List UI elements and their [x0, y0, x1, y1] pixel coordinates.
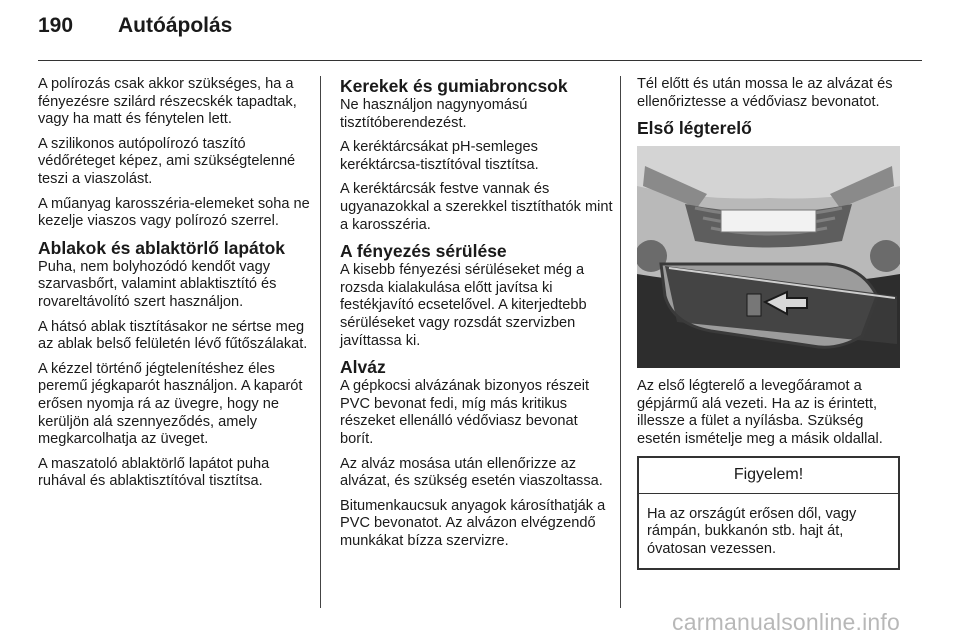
- paragraph-painted-wheels: A keréktárcsák festve vannak és ugyanazokkal a szerekkel tisztíthatók mint a karosszéria.: [340, 181, 613, 233]
- paragraph-pvc-coating: A gépkocsi alvázának bizonyos részeit PVC bevonat fedi, míg más kritikus részeket ellenálló védőviasz bevonat borít.: [340, 378, 590, 447]
- heading-front-deflector: Első légterelő: [637, 118, 752, 139]
- heading-underbody: Alváz: [340, 357, 386, 378]
- heading-wheels-tyres: Kerekek és gumiabroncsok: [340, 76, 568, 96]
- page-title: Autóápolás: [118, 14, 233, 37]
- paragraph-ph-neutral: A keréktárcsákat pH-semleges keréktárcsa-tisztítóval tisztítsa.: [340, 139, 539, 173]
- paragraph-bitumen: Bitumenkaucsuk anyagok károsíthatják a PVC bevonatot. Az alvázon elvégzendő munkákat bízza szervizre.: [340, 497, 606, 549]
- paragraph-paint-repair: A kisebb fényezési sérüléseket még a rozsda kialakulása előtt javítsa ki festékjavító ecsetelővel. A kiterjedtebb sérüléseket vagy rozsdát szervizben javíttassa ki.: [340, 262, 587, 349]
- paragraph-plastic-parts: A műanyag karosszéria-elemeket soha ne kezelje viaszos vagy polírozó szerrel.: [38, 195, 310, 230]
- paragraph-ice-scraper: A kézzel történő jégtelenítéshez éles peremű jégkaparót használjon. A kaparót erősen nyomja rá az üvegre, hogy ne kerüljön alá szennyeződés, amely megkarcolhatja az üveget.: [38, 360, 303, 448]
- page-number: 190: [38, 14, 74, 37]
- heading-paint-damage: A fényezés sérülése: [340, 241, 507, 262]
- column-divider-2: [620, 76, 621, 608]
- paragraph-cleaning-cloth: Puha, nem bolyhozódó kendőt vagy szarvasbőrt, valamint ablaktisztító és rovareltávolító szert használjon.: [38, 258, 277, 310]
- caution-notice: [637, 456, 900, 571]
- column-divider-1: [320, 76, 321, 608]
- caution-notice-body: Ha az országút erősen dől, vagy rámpán, bukkanón stb. hajt át, óvatosan vezessen.: [647, 505, 857, 557]
- paragraph-deflector-info: Az első légterelő a levegőáramot a gépjármű alá vezeti. Ha az is érintett, illessze a fület a nyílásba. Szükség esetén ismételje meg a másik oldallal.: [637, 378, 883, 447]
- paragraph-winter-wash: Tél előtt és után mossa le az alvázat és ellenőriztesse a védőviasz bevonatot.: [637, 76, 893, 110]
- column-middle: [340, 76, 614, 557]
- header-rule: [38, 60, 922, 61]
- paragraph-wiper-blades: A maszatoló ablaktörlő lapátot puha ruhával és ablaktisztítóval tisztítsa.: [38, 455, 270, 490]
- front-deflector-illustration: [637, 146, 900, 368]
- column-left: [38, 76, 312, 498]
- paragraph-polishing: A polírozás csak akkor szükséges, ha a fényezésre szilárd részecskék tapadtak, vagy ha matt és fénytelen lett.: [38, 76, 297, 128]
- heading-windows-wipers: Ablakok és ablaktörlő lapátok: [38, 237, 286, 258]
- paragraph-silicone-polish: A szilikonos autópolírozó taszító védőréteget képez, ami szükségtelenné teszi a viaszolást.: [38, 135, 296, 187]
- caution-notice-title: Figyelem!: [639, 458, 898, 494]
- paragraph-rear-window: A hátsó ablak tisztításakor ne sértse meg az ablak belső felületén lévő fűtőszálakat.: [38, 318, 308, 353]
- column-right: [637, 76, 911, 570]
- paragraph-underbody-wash: Az alváz mosása után ellenőrizze az alvázat, és szükség esetén viaszoltassa.: [340, 455, 603, 490]
- watermark: carmanualsonline.info: [672, 609, 900, 635]
- paragraph-no-high-pressure: Ne használjon nagynyomású tisztítóberendezést.: [340, 97, 528, 131]
